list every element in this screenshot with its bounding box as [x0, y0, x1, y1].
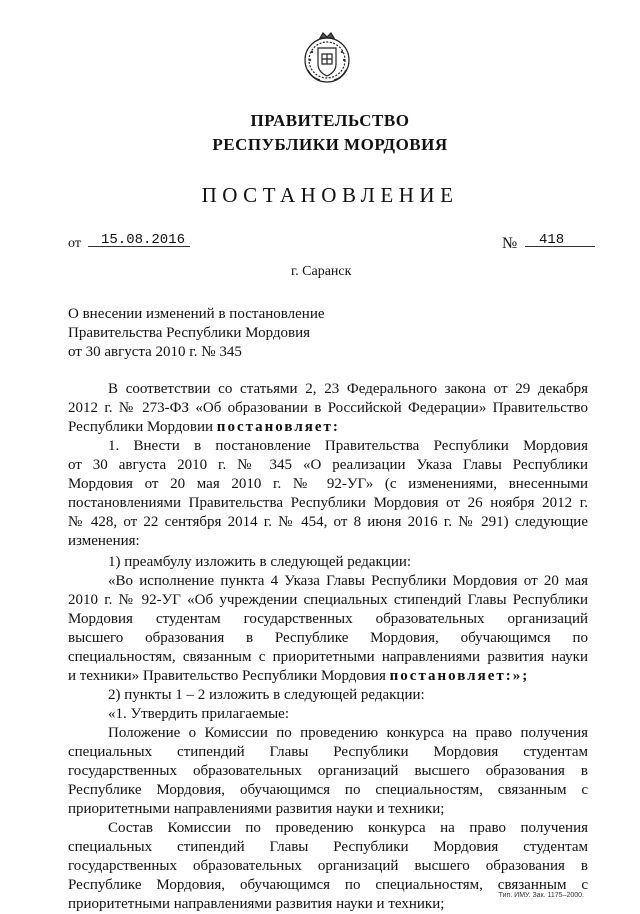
org-name-line2: РЕСПУБЛИКИ МОРДОВИЯ — [212, 135, 448, 154]
org-name-line1: ПРАВИТЕЛЬСТВО — [250, 111, 410, 130]
text-line: 1. Внести в постановление Правительства Республики Мордовия — [108, 438, 588, 454]
text-line: приоритетными направлениями развития науки и техники; — [68, 801, 445, 817]
number-prefix: № — [502, 235, 518, 252]
decree-word: постановляет: — [216, 419, 340, 435]
text-fragment: Республики Мордовии — [68, 419, 214, 435]
subject-line: Правительства Республики Мордовия — [68, 325, 311, 341]
document-number: 418 — [539, 232, 565, 248]
text-line: от 30 августа 2010 г. № 345 «О реализации Указа Главы Республики — [68, 457, 588, 473]
text-line: Республике Мордовия, обучающимся по специальностям, связанным с — [68, 877, 588, 893]
text-line: «1. Утвердить прилагаемые: — [108, 706, 289, 722]
text-line: специальностям, связанным с приоритетными направлениями развития науки — [68, 649, 588, 665]
text-line: 2) пункты 1 – 2 изложить в следующей редакции: — [108, 687, 425, 703]
document-date: 15.08.2016 — [101, 232, 186, 248]
text-line: 2012 г. № 273-ФЗ «Об образовании в Российской Федерации» Правительство — [68, 400, 588, 416]
text-line: специальных стипендий Главы Республики Мордовия студентам — [68, 744, 588, 760]
city: г. Саранск — [291, 264, 352, 279]
text-line: Состав Комиссии по проведению конкурса на право получения — [108, 820, 588, 836]
text-line: Республике Мордовия, обучающимся по специальностям, связанным с — [68, 782, 588, 798]
text-line: специальных стипендий Главы Республики Мордовия студентам — [68, 839, 588, 855]
text-fragment: и техники» Правительство Республики Мордовия — [68, 668, 386, 684]
text-line: Мордовия от 20 мая 2010 г. № 92-УГ» (с изменениями, внесенными — [68, 476, 588, 492]
text-line: Положение о Комиссии по проведению конкурса на право получения — [108, 725, 588, 741]
text-line: государственных образовательных организаций высшего образования в — [68, 763, 588, 779]
text-line: 1) преамбулу изложить в следующей редакции: — [108, 554, 412, 570]
text-line: Мордовия студентам государственных образовательных организаций — [68, 611, 588, 627]
text-line — [68, 667, 529, 686]
text-line: постановлениями Правительства Республики Мордовия от 26 ноября 2012 г. — [68, 495, 588, 511]
text-line: 2010 г. № 92-УГ «Об учреждении специальных стипендий Главы Республики — [68, 592, 588, 608]
subject-line: О внесении изменений в постановление — [68, 306, 325, 322]
text-line: приоритетными направлениями развития науки и техники; — [68, 896, 445, 912]
text-line: № 428, от 22 сентября 2014 г. № 454, от 8 июня 2016 г. № 291) следующие — [68, 514, 588, 530]
text-line: В соответствии со статьями 2, 23 Федерального закона от 29 декабря — [108, 381, 588, 397]
text-line: государственных образовательных организаций высшего образования в — [68, 858, 588, 874]
print-mark: Тип. ИМУ. Зак. 1175–2000. — [498, 892, 584, 899]
document-type-title: ПОСТАНОВЛЕНИЕ — [201, 183, 459, 207]
decree-word: постановляет:»; — [389, 668, 530, 684]
date-prefix: от — [68, 236, 81, 251]
text-line — [68, 418, 340, 437]
text-line: изменения: — [68, 533, 140, 549]
mordovia-coat-of-arms-icon — [302, 30, 352, 86]
text-line: «Во исполнение пункта 4 Указа Главы Республики Мордовия от 20 мая — [108, 573, 588, 589]
subject-line: от 30 августа 2010 г. № 345 — [68, 344, 242, 360]
text-line: высшего образования в Республике Мордовия, обучающимся по — [68, 630, 588, 646]
